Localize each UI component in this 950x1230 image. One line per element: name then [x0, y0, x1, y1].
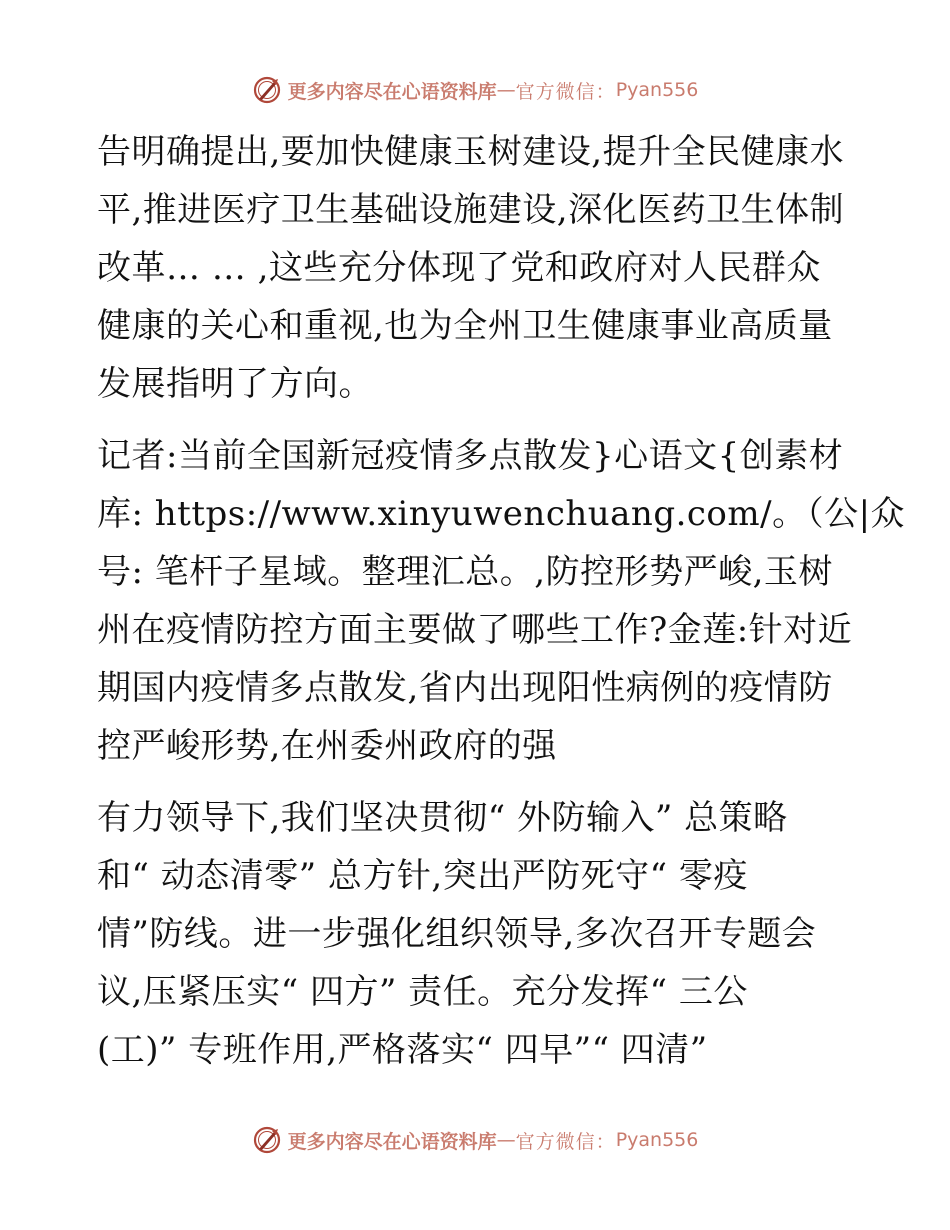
text-line: 发展指明了方向。 [97, 364, 373, 404]
text-line: 记者:当前全国新冠疫情多点散发}心语文{创素材 [97, 436, 844, 476]
watermark-dash: — [496, 79, 516, 101]
text-line: (工)” 专班作用,严格落实“ 四早”“ 四清” [97, 1030, 708, 1070]
text-line: 情”防线。进一步强化组织领导,多次召开专题会 [97, 914, 817, 954]
text-line: 库: https://www.xinyuwenchuang.com/。（公|众 [97, 494, 906, 534]
text-line: 平,推进医疗卫生基础设施建设,深化医药卫生体制 [97, 190, 845, 230]
watermark-wechat-id: Pyan556 [615, 1129, 699, 1151]
watermark-wechat-id: Pyan556 [615, 79, 699, 101]
watermark-title: 更多内容尽在心语资料库 [287, 1130, 497, 1153]
quill-circle-logo-icon [252, 75, 282, 105]
paragraph [97, 789, 877, 1079]
watermark-dash: — [496, 1129, 516, 1151]
text-line: 期国内疫情多点散发,省内出现阳性病例的疫情防 [97, 668, 833, 708]
text-line: 有力领导下,我们坚决贯彻“ 外防输入” 总策略 [97, 798, 788, 838]
text-line: 改革… … ,这些充分体现了党和政府对人民群众 [97, 248, 821, 288]
text-line: 和“ 动态清零” 总方针,突出严防死守“ 零疫 [97, 856, 748, 896]
quill-circle-logo-icon [252, 1125, 282, 1155]
text-line: 议,压紧压实“ 四方” 责任。充分发挥“ 三公 [97, 972, 748, 1012]
document-body [97, 123, 906, 1079]
text-line: 控严峻形势,在州委州政府的强 [97, 726, 557, 766]
text-line: 健康的关心和重视,也为全州卫生健康事业高质量 [97, 306, 833, 346]
text-line: 号: 笔杆子星域。整理汇总。,防控形势严峻,玉树 [97, 552, 833, 592]
text-line: 州在疫情防控方面主要做了哪些工作?金莲:针对近 [97, 610, 853, 650]
watermark-wechat-label: 官方微信： [515, 1130, 616, 1153]
paragraph [97, 123, 877, 413]
footer-watermark [0, 1120, 950, 1160]
watermark-wechat-label: 官方微信： [515, 80, 616, 103]
watermark-title: 更多内容尽在心语资料库 [287, 80, 497, 103]
text-line: 告明确提出,要加快健康玉树建设,提升全民健康水 [97, 132, 845, 172]
paragraph [97, 427, 906, 775]
header-watermark [0, 70, 950, 110]
